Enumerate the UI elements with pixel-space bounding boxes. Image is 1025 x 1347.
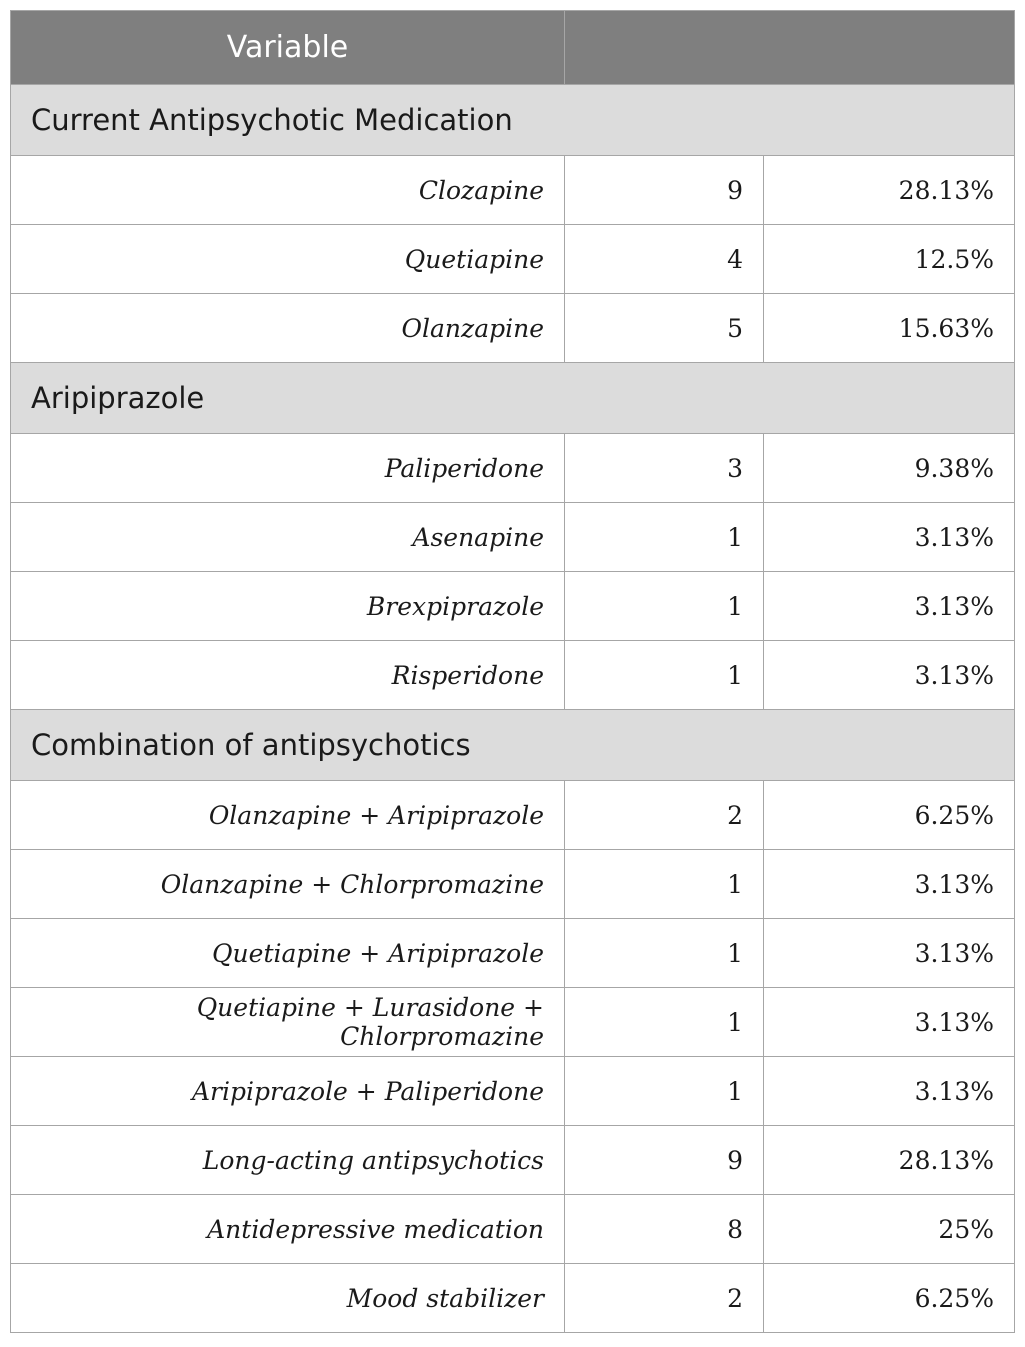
percent-cell: 28.13% <box>764 156 1015 225</box>
table-row <box>11 919 1015 988</box>
section-row <box>11 363 1015 434</box>
count-cell: 1 <box>565 988 764 1057</box>
table-row <box>11 572 1015 641</box>
percent-cell: 3.13% <box>764 850 1015 919</box>
section-row <box>11 85 1015 156</box>
medication-name: Aripiprazole + Paliperidone <box>11 1057 565 1126</box>
count-cell: 1 <box>565 641 764 710</box>
table-row <box>11 641 1015 710</box>
medication-name: Long-acting antipsychotics <box>11 1126 565 1195</box>
section-title: Aripiprazole <box>11 363 1015 434</box>
count-cell: 2 <box>565 1264 764 1333</box>
medication-table <box>10 10 1015 1333</box>
table-row <box>11 225 1015 294</box>
medication-name: Olanzapine <box>11 294 565 363</box>
medication-name: Risperidone <box>11 641 565 710</box>
table-row <box>11 850 1015 919</box>
medication-name: Antidepressive medication <box>11 1195 565 1264</box>
count-cell: 1 <box>565 919 764 988</box>
count-cell: 8 <box>565 1195 764 1264</box>
header-row <box>11 11 1015 85</box>
count-cell: 1 <box>565 1057 764 1126</box>
section-title: Combination of antipsychotics <box>11 710 1015 781</box>
section-row <box>11 710 1015 781</box>
percent-cell: 28.13% <box>764 1126 1015 1195</box>
medication-name: Olanzapine + Chlorpromazine <box>11 850 565 919</box>
percent-cell: 3.13% <box>764 988 1015 1057</box>
count-cell: 2 <box>565 781 764 850</box>
table-row <box>11 781 1015 850</box>
percent-cell: 3.13% <box>764 503 1015 572</box>
count-cell: 1 <box>565 850 764 919</box>
count-cell: 5 <box>565 294 764 363</box>
table-row <box>11 1264 1015 1333</box>
table-row <box>11 503 1015 572</box>
medication-name: Quetiapine + Aripiprazole <box>11 919 565 988</box>
count-cell: 9 <box>565 1126 764 1195</box>
percent-cell: 25% <box>764 1195 1015 1264</box>
count-cell: 1 <box>565 503 764 572</box>
percent-cell: 6.25% <box>764 1264 1015 1333</box>
count-cell: 4 <box>565 225 764 294</box>
table-row <box>11 434 1015 503</box>
percent-cell: 3.13% <box>764 1057 1015 1126</box>
medication-name: Clozapine <box>11 156 565 225</box>
medication-name: Mood stabilizer <box>11 1264 565 1333</box>
percent-cell: 15.63% <box>764 294 1015 363</box>
section-title: Current Antipsychotic Medication <box>11 85 1015 156</box>
percent-cell: 3.13% <box>764 641 1015 710</box>
table-row <box>11 294 1015 363</box>
medication-name: Olanzapine + Aripiprazole <box>11 781 565 850</box>
percent-cell: 9.38% <box>764 434 1015 503</box>
medication-name: Brexpiprazole <box>11 572 565 641</box>
medication-name: Asenapine <box>11 503 565 572</box>
header-values <box>565 11 1015 85</box>
table-row <box>11 1126 1015 1195</box>
medication-name: Paliperidone <box>11 434 565 503</box>
percent-cell: 6.25% <box>764 781 1015 850</box>
medication-name: Quetiapine <box>11 225 565 294</box>
header-variable: Variable <box>11 11 565 85</box>
table-container <box>10 10 1014 1333</box>
table-body <box>11 85 1015 1333</box>
table-row <box>11 1195 1015 1264</box>
count-cell: 1 <box>565 572 764 641</box>
percent-cell: 3.13% <box>764 572 1015 641</box>
percent-cell: 3.13% <box>764 919 1015 988</box>
table-row <box>11 988 1015 1057</box>
table-header <box>11 11 1015 85</box>
count-cell: 3 <box>565 434 764 503</box>
medication-name: Quetiapine + Lurasidone + Chlorpromazine <box>11 988 565 1057</box>
table-row <box>11 1057 1015 1126</box>
count-cell: 9 <box>565 156 764 225</box>
table-row <box>11 156 1015 225</box>
percent-cell: 12.5% <box>764 225 1015 294</box>
